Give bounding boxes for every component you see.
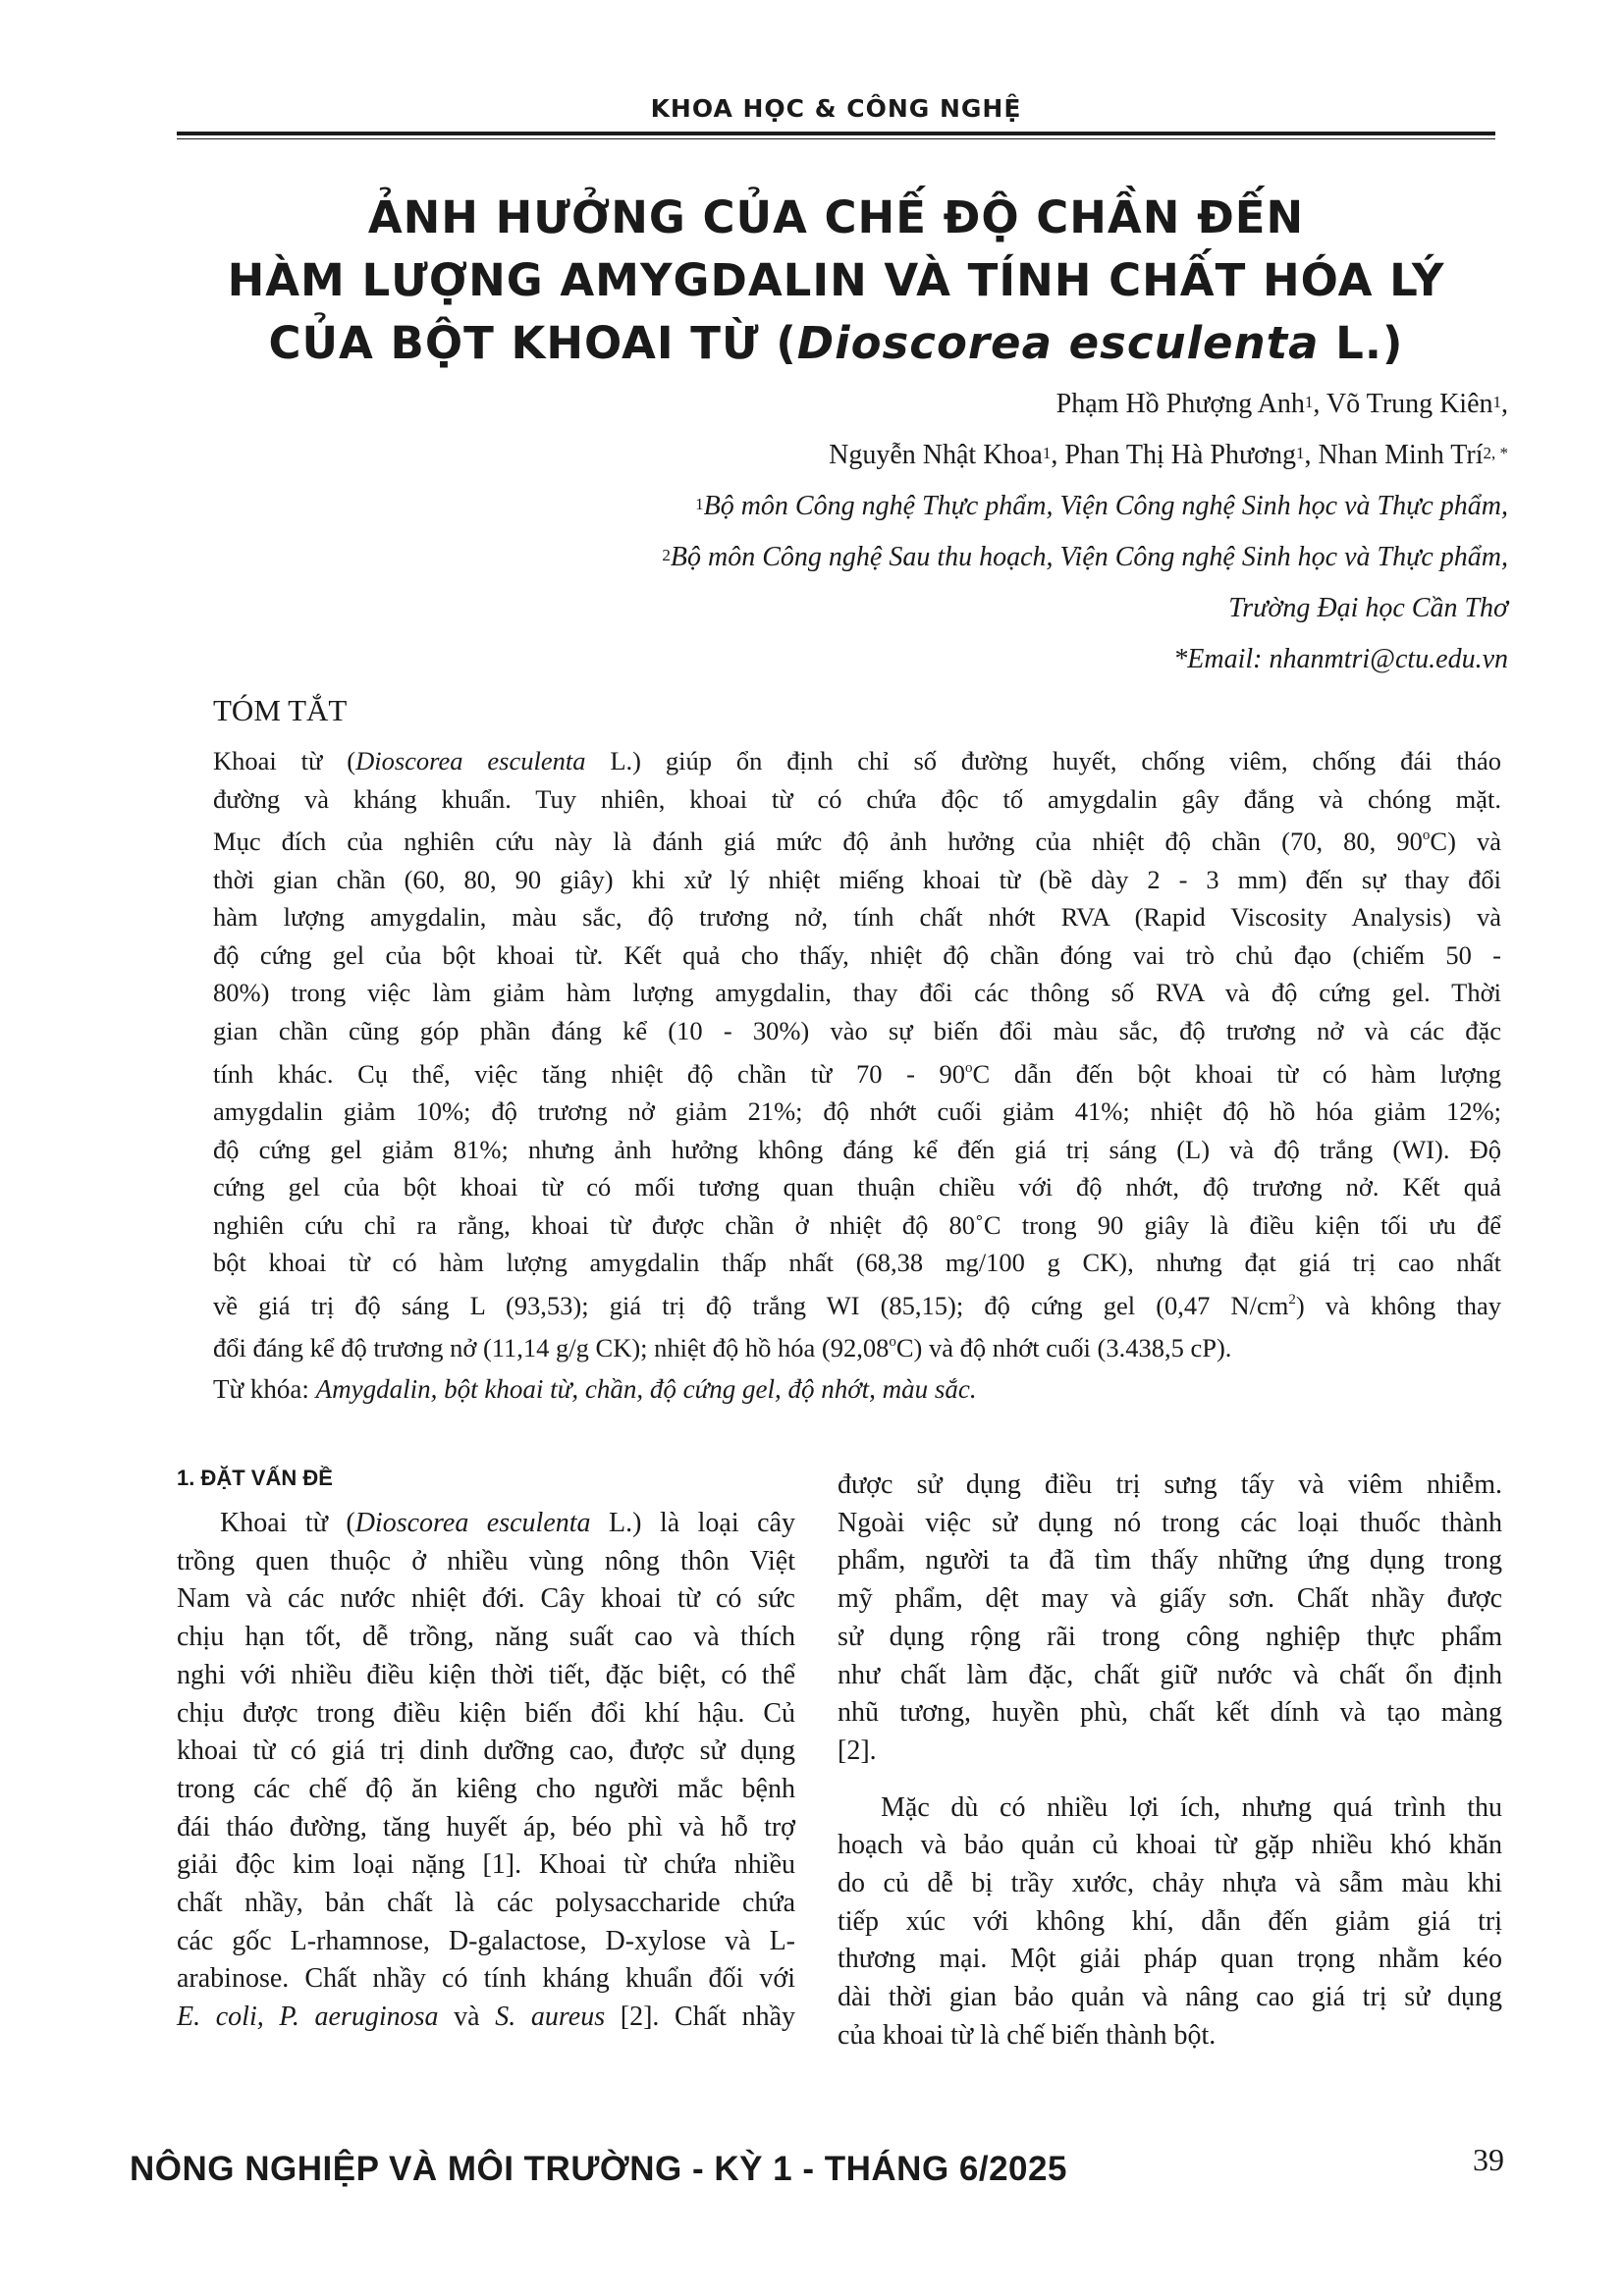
keywords-label: Từ khóa xyxy=(213,1374,302,1404)
body-line: [2]. xyxy=(838,1735,877,1766)
section-heading: 1. ĐẶT VẤN ĐỀ xyxy=(177,1466,333,1490)
title-line xyxy=(157,312,1515,375)
body-line xyxy=(177,1999,795,2037)
text: L.) giúp ổn định chỉ số đường huyết, chống viêm, chống đái tháo xyxy=(585,746,1501,775)
left-column xyxy=(177,1505,795,2037)
abstract-line xyxy=(213,1282,1501,1324)
body-line xyxy=(177,1505,795,1543)
author-line xyxy=(662,379,1508,430)
text: Khoai từ ( xyxy=(220,1508,355,1538)
text: L.) là loại cây xyxy=(590,1508,795,1538)
species-name: E. coli, P. aeruginosa xyxy=(177,2002,439,2033)
body-line: trồng quen thuộc ở nhiều vùng nông thôn Việt xyxy=(177,1545,795,1576)
affiliation-text: Bộ môn Công nghệ Thực phẩm, Viện Công nghệ Sinh học và Thực phẩm, xyxy=(703,491,1508,521)
text: đổi đáng kể độ trương nở (11,14 g/g CK); nhiệt độ hồ hóa (92,08 xyxy=(213,1333,890,1363)
abstract-line: bột khoai từ có hàm lượng amygdalin thấp nhất (68,38 mg/100 g CK), nhưng đạt giá trị cao nhất xyxy=(213,1248,1501,1278)
body-line: thương mại. Một giải pháp quan trọng nhằm kéo xyxy=(838,1944,1502,1975)
header-rule-thick xyxy=(177,132,1495,135)
title-line: ẢNH HƯỞNG CỦA CHẾ ĐỘ CHẦN ĐẾN xyxy=(367,191,1305,243)
text: và xyxy=(438,2002,496,2033)
separator: , xyxy=(1501,389,1508,419)
body-line: Ngoài việc sử dụng nó trong các loại thuốc thành xyxy=(838,1507,1502,1538)
body-line: nhũ tương, huyền phù, chất kết dính và tạo màng xyxy=(838,1697,1502,1729)
abstract-line: gian chần cũng góp phần đáng kể (10 - 30%) vào sự biến đổi màu sắc, độ trương nở và các đặc xyxy=(213,1015,1501,1045)
body-line: được sử dụng điều trị sưng tấy và viêm nhiễm. xyxy=(838,1469,1502,1500)
text: C dẫn đến bột khoai từ có hàm lượng xyxy=(972,1058,1501,1089)
header-rule-thin xyxy=(177,138,1495,139)
text: [2]. Chất nhầy xyxy=(605,2002,795,2033)
body-line: chịu hạn tốt, dễ trồng, năng suất cao và thích xyxy=(177,1622,795,1653)
author-affiliation-mark: 2, * xyxy=(1483,444,1508,462)
separator: , xyxy=(1304,440,1319,470)
article-title xyxy=(157,187,1515,375)
right-column xyxy=(838,1467,1502,2056)
email-line xyxy=(662,634,1508,685)
abstract-line xyxy=(213,818,1501,860)
abstract-line: 80%) trong việc làm giảm hàm lượng amygdalin, thay đổi các thông số RVA và độ cứng gel. Thời xyxy=(213,978,1501,1008)
body-line: hoạch và bảo quản củ khoai từ gặp nhiều khó khăn xyxy=(838,1830,1502,1861)
species-name: Dioscorea esculenta xyxy=(354,1508,591,1538)
body-line: khoai từ có giá trị dinh dưỡng cao, được sử dụng xyxy=(177,1735,795,1767)
journal-footer: NÔNG NGHIỆP VÀ MÔI TRƯỜNG - KỲ 1 - THÁNG 6/2025 xyxy=(130,2150,1067,2188)
body-line: của khoai từ là chế biến thành bột. xyxy=(838,2019,1217,2051)
abstract-line: cứng gel của bột khoai từ có mối tương quan thuận chiều với độ nhớt, độ trương nở. Kết quả xyxy=(213,1172,1501,1202)
body-line: trong các chế độ ăn kiêng cho người mắc bệnh xyxy=(177,1773,795,1804)
body-line: chất nhầy, bản chất là các polysaccharide chứa xyxy=(177,1888,795,1919)
body-line: đái tháo đường, tăng huyết áp, béo phì và hỗ trợ xyxy=(177,1811,795,1842)
page-number: 39 xyxy=(1473,2142,1504,2177)
exponent-mark: 2 xyxy=(1288,1291,1296,1308)
abstract-line: đường và kháng khuẩn. Tuy nhiên, khoai từ có chứa độc tố amygdalin gây đắng và chóng mặt. xyxy=(213,783,1501,814)
body-line: các gốc L-rhamnose, D-galactose, D-xylose và L- xyxy=(177,1925,795,1956)
body-line: phẩm, người ta đã tìm thấy những ứng dụng trong xyxy=(838,1545,1502,1576)
abstract-line: độ cứng gel của bột khoai từ. Kết quả cho thấy, nhiệt độ chần đóng vai trò chủ đạo (chiếm 50 - xyxy=(213,939,1501,970)
university-name: Trường Đại học Cần Thơ xyxy=(1228,593,1508,623)
body-line: mỹ phẩm, dệt may và giấy sơn. Chất nhầy được xyxy=(838,1583,1502,1615)
body-line: do củ dễ bị trầy xước, chảy nhựa và sẫm màu khi xyxy=(838,1868,1502,1899)
text: C) và xyxy=(1430,827,1502,857)
species-name: S. aureus xyxy=(495,2002,606,2033)
text: C) và độ nhớt cuối (3.438,5 cP). xyxy=(895,1333,1232,1363)
body-line: dài thời gian bảo quản và nâng cao giá trị sử dụng xyxy=(838,1982,1502,2013)
keywords-terms: Amygdalin, bột khoai từ, chần, độ cứng gel, độ nhớt, màu sắc. xyxy=(315,1374,977,1404)
body-line: như chất làm đặc, chất giữ nước và chất ổn định xyxy=(838,1659,1502,1690)
title-line: HÀM LƯỢNG AMYGDALIN VÀ TÍNH CHẤT HÓA LÝ xyxy=(227,254,1445,306)
author-name: Nhan Minh Trí xyxy=(1318,440,1484,470)
abstract-line xyxy=(213,1324,1501,1366)
body-line: chịu được trong điều kiện biến đổi khí hậu. Củ xyxy=(177,1697,795,1729)
separator: : xyxy=(301,1374,316,1404)
degree-mark: o xyxy=(889,1334,896,1351)
degree-mark: o xyxy=(965,1059,973,1076)
text: về giá trị độ sáng L (93,53); giá trị độ trắng WI (85,15); độ cứng gel (0,47 N/cm xyxy=(213,1290,1289,1320)
author-name: Võ Trung Kiên xyxy=(1325,389,1493,419)
affiliation-line xyxy=(662,481,1508,532)
body-line: nghi với nhiều điều kiện thời tiết, đặc biệt, có thể xyxy=(177,1659,795,1690)
affiliation-line xyxy=(662,583,1508,634)
abstract-line: nghiên cứu chỉ ra rằng, khoai từ được chần ở nhiệt độ 80˚C trong 90 giây là điều kiện tối ưu để xyxy=(213,1209,1501,1240)
body-line: tiếp xúc với không khí, dẫn đến giảm giá trị xyxy=(838,1905,1502,1937)
corresponding-email: *Email: nhanmtri@ctu.edu.vn xyxy=(1173,644,1508,674)
species-name: Dioscorea esculenta xyxy=(355,746,586,775)
separator: , xyxy=(1051,440,1065,470)
section-label: KHOA HỌC & CÔNG NGHỆ xyxy=(650,94,1022,123)
keywords xyxy=(213,1374,977,1405)
author-block xyxy=(662,379,1508,685)
abstract-line: thời gian chần (60, 80, 90 giây) khi xử lý nhiệt miếng khoai từ (bề dày 2 - 3 mm) đến sự thay đổi xyxy=(213,864,1501,894)
affiliation-mark: 2 xyxy=(662,546,671,564)
author-name: Nguyễn Nhật Khoa xyxy=(829,440,1043,470)
author-affiliation-mark: 1 xyxy=(1304,393,1314,411)
author-name: Phan Thị Hà Phương xyxy=(1064,440,1296,470)
separator: , xyxy=(1313,389,1326,419)
abstract-line: độ cứng gel giảm 81%; nhưng ảnh hưởng không đáng kể đến giá trị sáng (L) và độ trắng (WI). Độ xyxy=(213,1134,1501,1164)
author-affiliation-mark: 1 xyxy=(1492,393,1501,411)
text: tính khác. Cụ thể, việc tăng nhiệt độ chần từ 70 - 90 xyxy=(213,1058,966,1089)
body-line: sử dụng rộng rãi trong công nghiệp thực phẩm xyxy=(838,1621,1502,1652)
body-line: giải độc kim loại nặng [1]. Khoai từ chứa nhiều xyxy=(177,1849,795,1881)
text: ) và không thay xyxy=(1295,1290,1501,1320)
body-line: arabinose. Chất nhầy có tính kháng khuẩn đối với xyxy=(177,1963,795,1995)
abstract-line xyxy=(213,742,1501,780)
abstract-line: hàm lượng amygdalin, màu sắc, độ trương nở, tính chất nhớt RVA (Rapid Viscosity Analysis) và xyxy=(213,902,1501,933)
author-name: Phạm Hồ Phượng Anh xyxy=(1055,389,1305,419)
affiliation-mark: 1 xyxy=(695,495,704,513)
degree-mark: o xyxy=(1422,828,1431,844)
abstract-heading: TÓM TẮT xyxy=(213,693,348,727)
affiliation-text: Bộ môn Công nghệ Sau thu hoạch, Viện Công nghệ Sinh học và Thực phẩm, xyxy=(670,542,1508,572)
abstract-line: amygdalin giảm 10%; độ trương nở giảm 21%; độ nhớt cuối giảm 41%; nhiệt độ hồ hóa giảm 12%; xyxy=(213,1096,1501,1126)
title-text: L.) xyxy=(1319,317,1404,369)
author-line xyxy=(662,430,1508,481)
body-line: Mặc dù có nhiều lợi ích, nhưng quá trình thu xyxy=(881,1791,1502,1823)
text: Khoai từ ( xyxy=(213,746,356,775)
species-name: Dioscorea esculenta xyxy=(796,317,1320,369)
text: Mục đích của nghiên cứu này là đánh giá mức độ ảnh hưởng của nhiệt độ chần (70, 80, 90 xyxy=(213,827,1423,857)
abstract-body xyxy=(213,742,1501,1367)
affiliation-line xyxy=(662,532,1508,583)
title-text: CỦA BỘT KHOAI TỪ ( xyxy=(268,317,797,369)
abstract-line xyxy=(213,1050,1501,1093)
body-line: Nam và các nước nhiệt đới. Cây khoai từ có sức xyxy=(177,1583,795,1615)
author-affiliation-mark: 1 xyxy=(1295,444,1305,462)
author-affiliation-mark: 1 xyxy=(1042,444,1052,462)
